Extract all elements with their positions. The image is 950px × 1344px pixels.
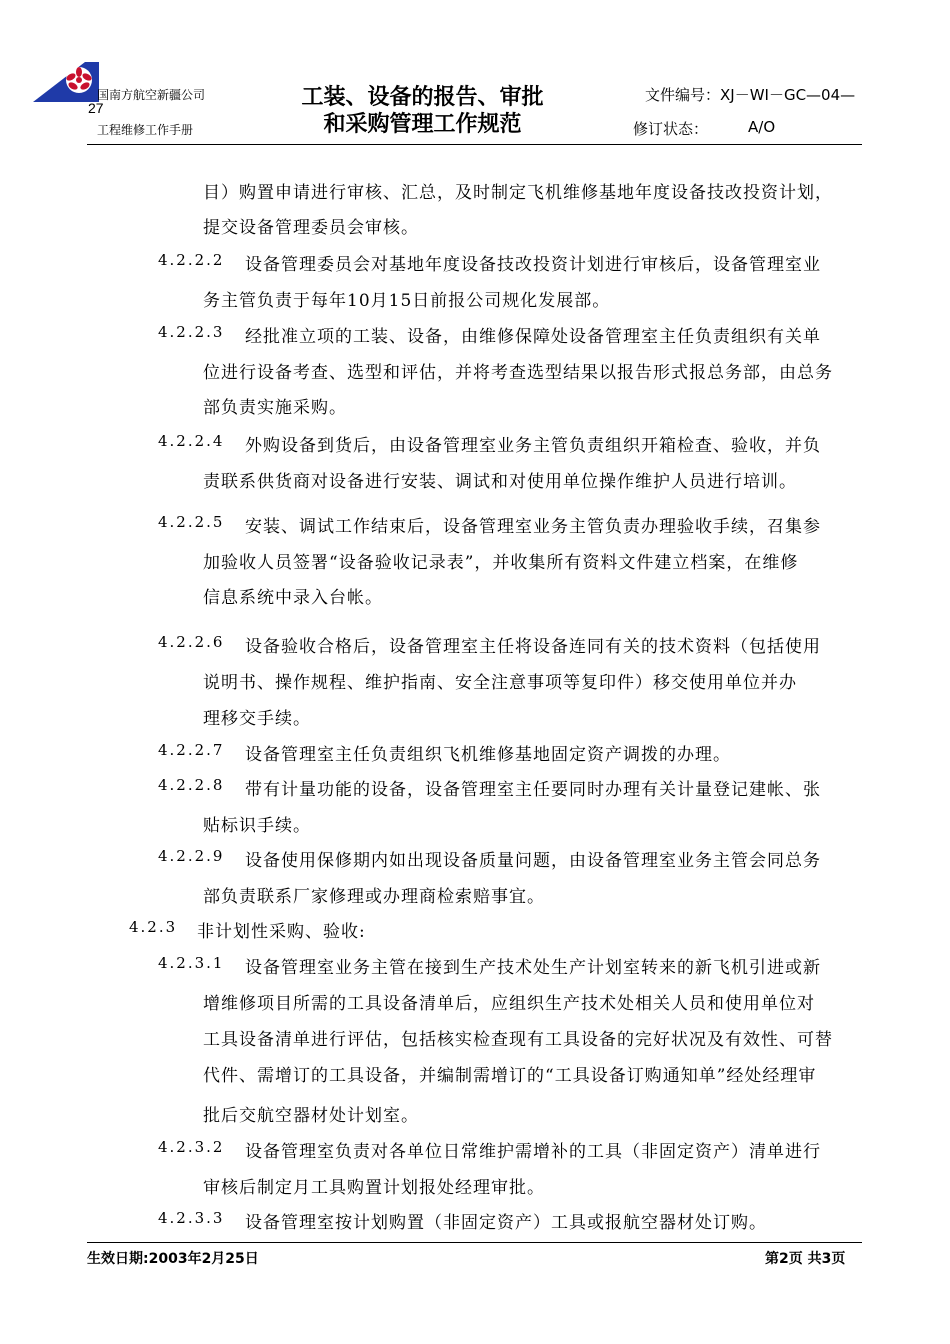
clause-text-line: 设备管理室按计划购置（非固定资产）工具或报航空器材处订购。: [245, 1213, 767, 1233]
section-number: 4.2.3: [129, 918, 178, 936]
clause-text-line: 责联系供货商对设备进行安装、调试和对使用单位操作维护人员进行培训。: [203, 472, 797, 492]
header-rule: [87, 144, 862, 145]
company-name: 国南方航空新疆公司: [97, 88, 206, 102]
clause-text-line: 带有计量功能的设备，设备管理室主任要同时办理有关计量登记建帐、张: [245, 780, 821, 800]
airline-logo: [33, 58, 99, 104]
clause-number: 4.2.3.2: [158, 1138, 225, 1156]
clause-number: 4.2.2.8: [158, 776, 225, 794]
intro-line: 提交设备管理委员会审核。: [203, 218, 419, 238]
clause-text-line: 设备使用保修期内如出现设备质量问题，由设备管理室业务主管会同总务: [245, 851, 821, 871]
document-title: [255, 84, 590, 138]
clause-text-line: 增维修项目所需的工具设备清单后，应组织生产技术处相关人员和使用单位对: [203, 994, 815, 1014]
clause-number: 4.2.2.2: [158, 251, 225, 269]
clause-text-line: 贴标识手续。: [203, 816, 311, 836]
page-number: 第2页 共3页: [765, 1251, 846, 1267]
clause-number: 4.2.3.1: [158, 954, 225, 972]
revision-label: 修订状态：: [633, 120, 709, 138]
clause-text-line: 设备管理室负责对各单位日常维护需增补的工具（非固定资产）清单进行: [245, 1142, 821, 1162]
clause-text-line: 设备管理室业务主管在接到生产技术处生产计划室转来的新飞机引进或新: [245, 958, 821, 978]
clause-text-line: 安装、调试工作结束后，设备管理室业务主管负责办理验收手续，召集参: [245, 517, 821, 537]
clause-text-line: 设备验收合格后，设备管理室主任将设备连同有关的技术资料（包括使用: [245, 637, 821, 657]
effective-date: 生效日期:2003年2月25日: [87, 1251, 259, 1267]
clause-text-line: 信息系统中录入台帐。: [203, 588, 383, 608]
clause-number: 4.2.2.7: [158, 741, 225, 759]
clause-text-line: 外购设备到货后，由设备管理室业务主管负责组织开箱检查、验收，并负: [245, 436, 821, 456]
title-line-1: 工装、设备的报告、审批: [301, 85, 544, 110]
clause-number: 4.2.2.5: [158, 513, 225, 531]
clause-text-line: 务主管负责于每年10月15日前报公司规化发展部。: [203, 291, 611, 311]
intro-line: 目）购置申请进行审核、汇总，及时制定飞机维修基地年度设备技改投资计划，: [203, 183, 833, 203]
clause-number: 4.2.2.9: [158, 847, 225, 865]
clause-text-line: 说明书、操作规程、维护指南、安全注意事项等复印件）移交使用单位并办: [203, 673, 797, 693]
clause-number: 4.2.2.3: [158, 323, 225, 341]
clause-text-line: 部负责实施采购。: [203, 398, 347, 418]
clause-text-line: 位进行设备考查、选型和评估，并将考查选型结果以报告形式报总务部，由总务: [203, 363, 833, 383]
manual-name: 工程维修工作手册: [97, 123, 194, 137]
clause-text-line: 设备管理委员会对基地年度设备技改投资计划进行审核后，设备管理室业: [245, 255, 821, 275]
clause-text-line: 理移交手续。: [203, 709, 311, 729]
clause-text-line: 设备管理室主任负责组织飞机维修基地固定资产调拨的办理。: [245, 745, 731, 765]
clause-text-line: 工具设备清单进行评估，包括核实检查现有工具设备的完好状况及有效性、可替: [203, 1030, 833, 1050]
clause-text-line: 审核后制定月工具购置计划报处经理审批。: [203, 1178, 545, 1198]
document-number: 文件编号：XJ－WI－GC—04—: [645, 86, 856, 104]
clause-text-line: 部负责联系厂家修理或办理商检索赔事宜。: [203, 887, 545, 907]
clause-number: 4.2.2.4: [158, 432, 225, 450]
clause-text-line: 加验收人员签署“设备验收记录表”，并收集所有资料文件建立档案，在维修: [203, 553, 799, 573]
footer-rule: [87, 1242, 862, 1243]
clause-number: 4.2.2.6: [158, 633, 225, 651]
clause-text-line: 批后交航空器材处计划室。: [203, 1106, 419, 1126]
title-line-2: 和采购管理工作规范: [323, 112, 522, 137]
clause-text-line: 代件、需增订的工具设备，并编制需增订的“工具设备订购通知单”经处经理审: [203, 1066, 817, 1086]
revision-value: A/O: [748, 118, 776, 136]
section-title: 非计划性采购、验收:: [197, 922, 366, 942]
page-code: 27: [88, 100, 104, 116]
clause-number: 4.2.3.3: [158, 1209, 225, 1227]
clause-text-line: 经批准立项的工装、设备，由维修保障处设备管理室主任负责组织有关单: [245, 327, 821, 347]
